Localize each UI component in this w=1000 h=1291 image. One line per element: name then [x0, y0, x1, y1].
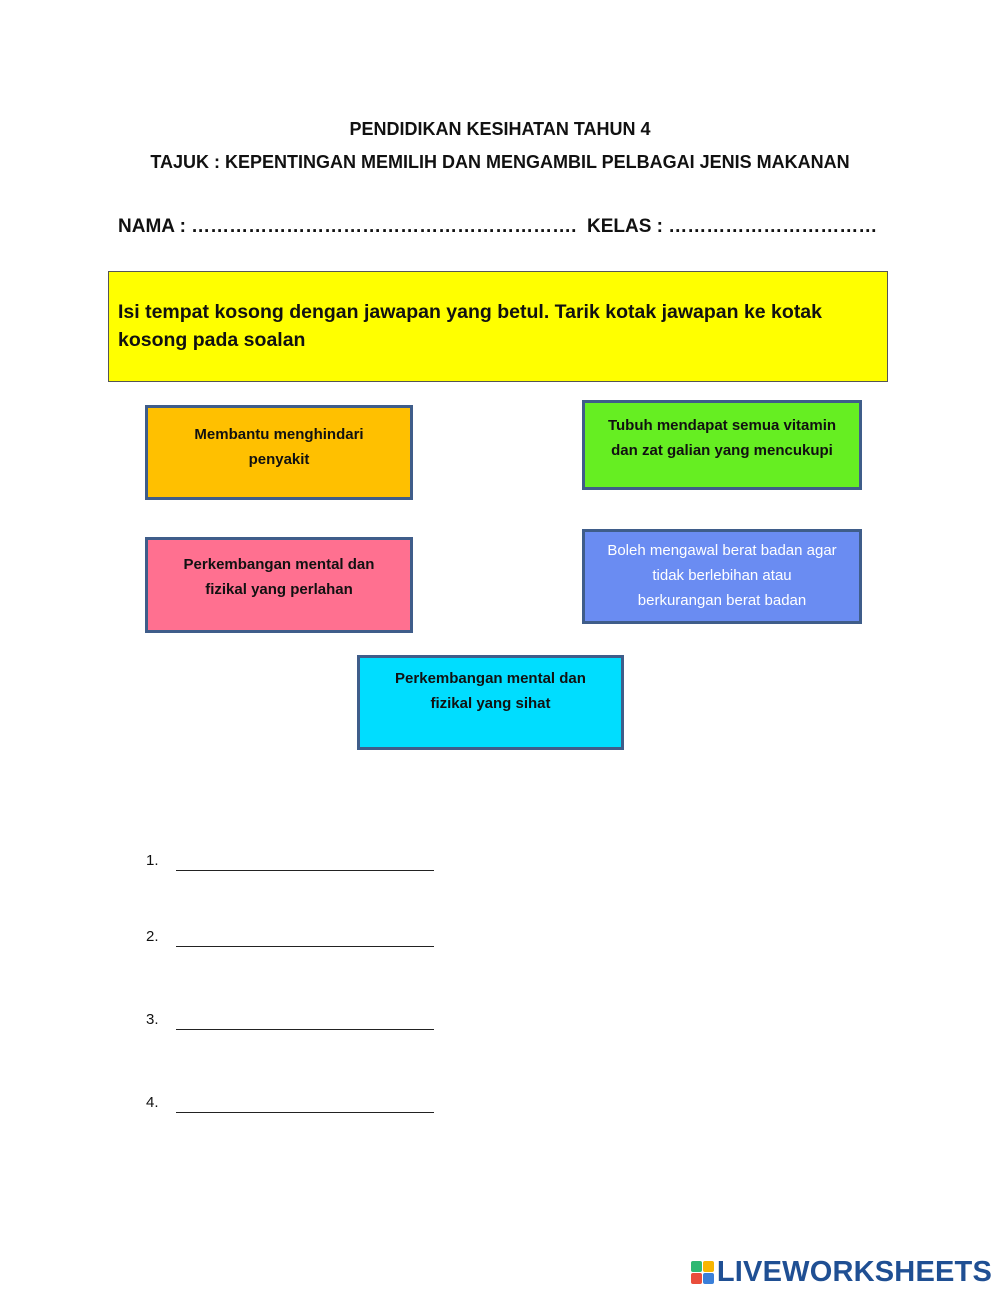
answer-number-3: 3.: [146, 1011, 159, 1028]
answer-card-2[interactable]: Tubuh mendapat semua vitamin dan zat galian yang mencukupi: [582, 400, 862, 490]
liveworksheets-logo: [691, 1256, 992, 1289]
page-title: PENDIDIKAN KESIHATAN TAHUN 4: [349, 119, 651, 139]
instruction-box: Isi tempat kosong dengan jawapan yang betul. Tarik kotak jawapan ke kotak kosong pada soalan: [108, 271, 888, 382]
answer-number-2: 2.: [146, 928, 159, 945]
answer-number-1: 1.: [146, 852, 159, 869]
logo-icon: [691, 1261, 714, 1284]
answer-blank-1[interactable]: [176, 848, 434, 871]
logo-text: LIVEWORKSHEETS: [716, 1256, 992, 1288]
answer-card-1[interactable]: Membantu menghindari penyakit: [145, 405, 413, 500]
answer-blank-4[interactable]: [176, 1090, 434, 1113]
answer-card-5[interactable]: Perkembangan mental dan fizikal yang sihat: [357, 655, 624, 750]
answer-card-4[interactable]: Boleh mengawal berat badan agar tidak berlebihan atau berkurangan berat badan: [582, 529, 862, 624]
class-field: KELAS : ……………………………: [587, 216, 878, 237]
answer-blank-2[interactable]: [176, 924, 434, 947]
topic-heading: TAJUK : KEPENTINGAN MEMILIH DAN MENGAMBIL PELBAGAI JENIS MAKANAN: [150, 152, 850, 172]
name-field: NAMA : …………………………………………………….: [118, 216, 577, 237]
answer-blank-3[interactable]: [176, 1007, 434, 1030]
answer-card-3[interactable]: Perkembangan mental dan fizikal yang perlahan: [145, 537, 413, 633]
answer-number-4: 4.: [146, 1094, 159, 1111]
